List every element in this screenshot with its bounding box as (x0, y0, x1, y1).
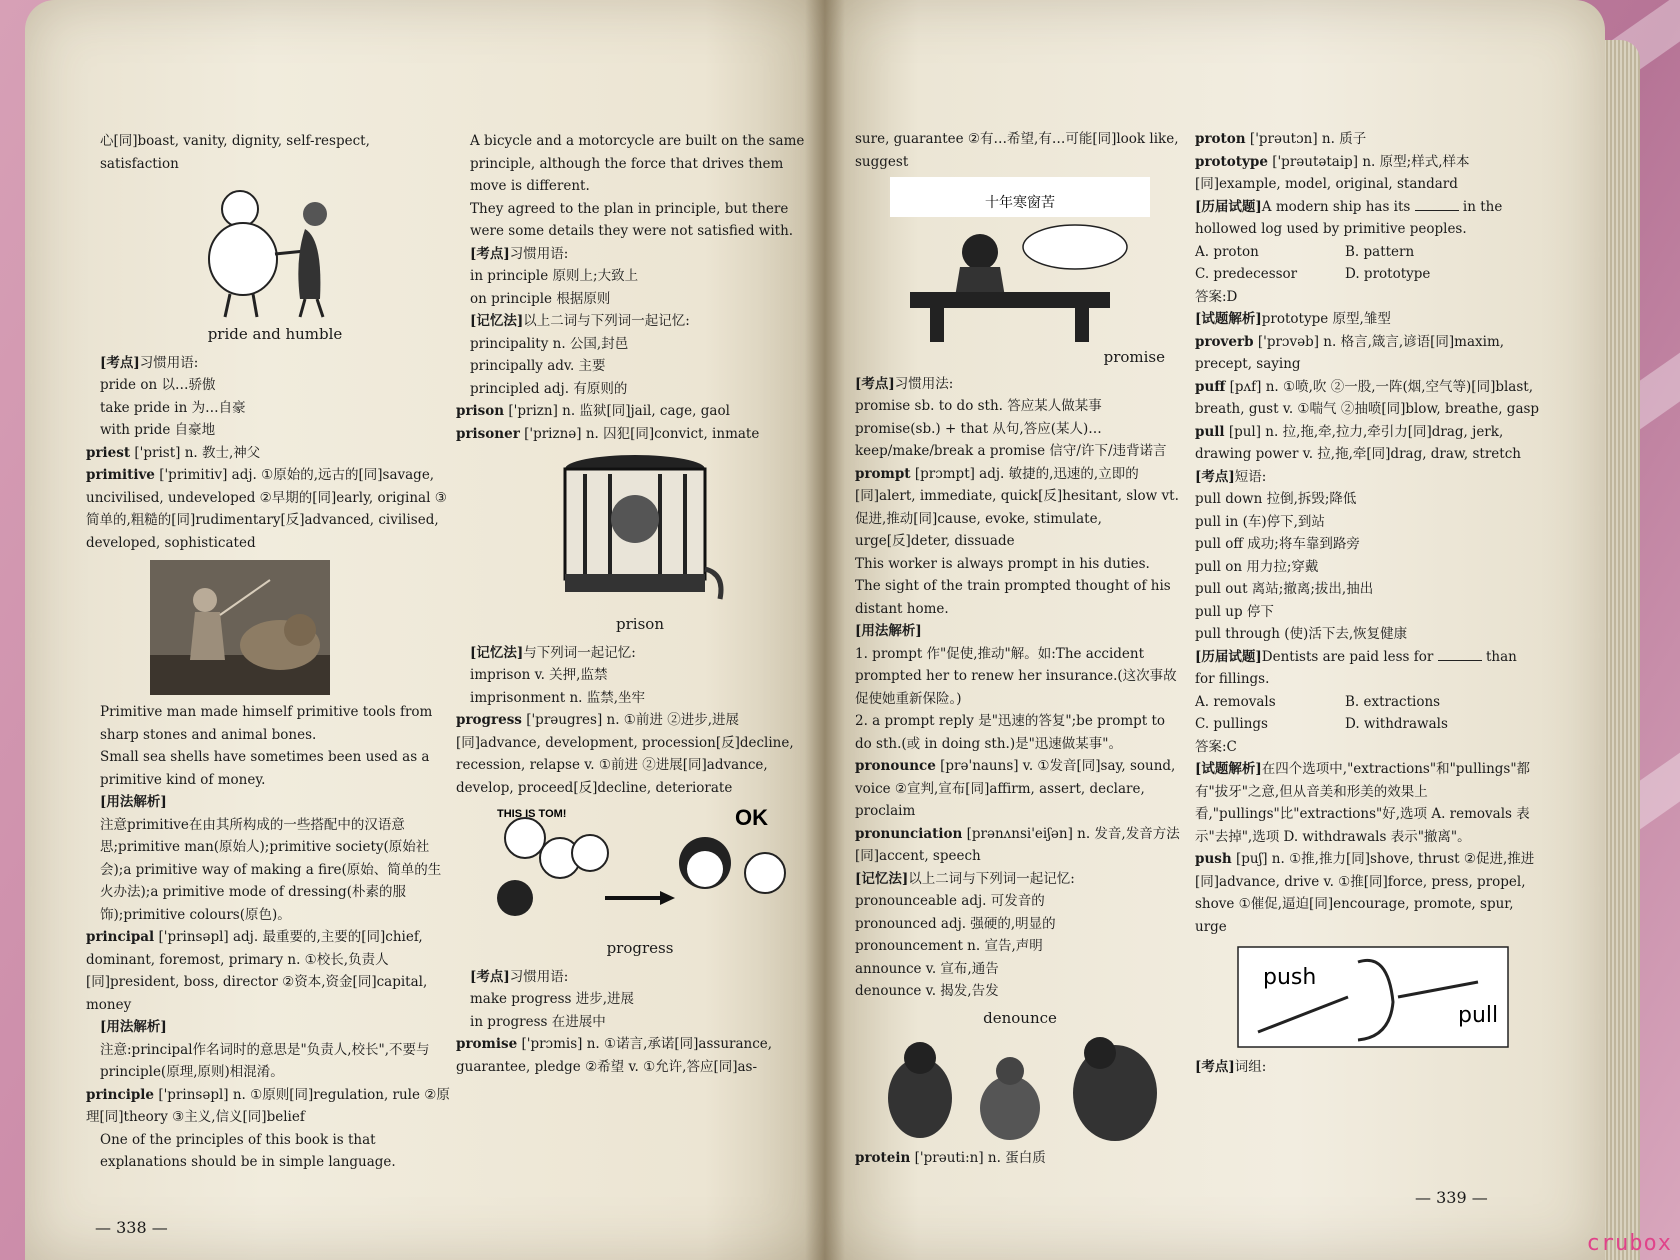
section-text: 词组: (1234, 1059, 1267, 1075)
section-text: 习惯用语: (139, 354, 199, 371)
exam-question: in the hollowed log used by primitive peoples. (1195, 198, 1503, 237)
memory-word: principality n. 公国,封邑 (470, 335, 629, 352)
figure-caption: prison (616, 615, 664, 633)
right-column-2 (1195, 128, 1540, 1079)
section-text: 以上二词与下列词一起记忆: (908, 870, 1075, 887)
section-tag: [考点] (470, 968, 510, 985)
illustration-label: push (1262, 965, 1316, 990)
cartoon-speech: OK (735, 805, 768, 830)
phrase-item: pull in (车)停下,到站 (1195, 513, 1325, 530)
phrase-item: pull on 用力拉;穿戴 (1195, 558, 1319, 575)
right-column-1 (855, 128, 1185, 1170)
cartoon-speech: THIS IS TOM! (497, 808, 567, 820)
primitive-man-photo (150, 560, 330, 695)
memory-word: pronounceable adj. 可发音的 (855, 893, 1045, 909)
phrase-item: promise sb. to do sth. 答应某人做某事 (855, 398, 1102, 414)
headword: prisoner (456, 425, 520, 442)
example-sentence: Primitive man made himself primitive tools from sharp stones and animal bones. (100, 704, 433, 743)
section-tag: [用法解析] (100, 1019, 167, 1035)
definition: [pʌf] n. ①喷,吹 ②一股,一阵(烟,空气等)[同]blast, breath, gust v. ①喘气 ②抽喷[同]blow, breathe, gasp (1195, 378, 1540, 417)
answer-option: C. predecessor (1195, 266, 1298, 282)
headword: pronounce (855, 758, 936, 774)
prison-illustration (550, 449, 730, 609)
section-tag: [考点] (855, 375, 895, 392)
phrase-item: on principle 根据原则 (470, 290, 611, 307)
headword: prompt (855, 465, 911, 482)
memory-word: imprisonment n. 监禁,坐牢 (470, 689, 646, 706)
phrase-item: pull out 离站;撤离;拔出,抽出 (1195, 581, 1374, 597)
headword: pull (1195, 423, 1225, 440)
answer-option: D. prototype (1345, 266, 1431, 282)
section-tag: [试题解析] (1195, 311, 1262, 327)
headword: prison (456, 403, 505, 419)
synonym-line: 心[同]boast, vanity, dignity, self-respect, satisfaction (100, 133, 370, 172)
answer-key: 答案:C (1195, 738, 1237, 755)
answer-blank (1438, 660, 1482, 661)
memory-word: announce v. 宣布,通告 (855, 960, 999, 977)
phrase-item: in progress 在进展中 (470, 1013, 606, 1030)
headword: push (1195, 851, 1232, 867)
headword: pronunciation (855, 825, 963, 842)
section-tag: [用法解析] (855, 623, 922, 639)
headword: promise (456, 1036, 518, 1052)
definition: ['priznə] n. 囚犯[同]convict, inmate (524, 425, 760, 442)
definition: ['prizn] n. 监狱[同]jail, cage, gaol (508, 403, 730, 419)
memory-word: pronounced adj. 强硬的,明显的 (855, 915, 1056, 932)
memory-word: imprison v. 关押,监禁 (470, 667, 608, 683)
definition: [prənʌnsi'eiʃən] n. 发音,发音方法[同]accent, speech (855, 825, 1180, 864)
definition: ['prəutətaip] n. 原型;样式,样本[同]example, model, original, standard (1195, 153, 1470, 192)
headword: principle (86, 1086, 155, 1103)
phrase-item: take pride in 为…自豪 (100, 399, 246, 416)
exam-question: than for fillings. (1195, 648, 1517, 687)
section-tag: [考点] (1195, 468, 1235, 485)
answer-blank (1415, 210, 1459, 211)
exam-question: A modern ship has its (1261, 198, 1411, 215)
explanation: 在四个选项中,"extractions"和"pullings"都有"拔牙"之意,但从音美和形美的效果上看,"pullings"比"extractions"好,选项 A. removals 表示"去掉",选项 D. withdrawals 表示"撤离"。 (1195, 761, 1531, 845)
page-number: — 338 — (95, 1218, 168, 1237)
definition: ['prəugres] n. ①前进 ②进步,进展[同]advance, development, procession[反]decline, recession, relapse v. ①前进 ②进展[同]advance, develop, proceed[反]decline, deteriorate (456, 712, 794, 796)
example-sentence: A bicycle and a motorcycle are built on the same principle, although the force that drives them move is different. (470, 133, 805, 194)
section-tag: [记忆法] (470, 313, 524, 329)
answer-option: C. pullings (1195, 716, 1268, 732)
illustration-label: pull (1457, 1003, 1498, 1028)
denounce-illustration (870, 1033, 1170, 1143)
book-gutter (805, 0, 845, 1260)
memory-word: pronouncement n. 宣告,声明 (855, 938, 1043, 954)
usage-note: 注意primitive在由其所构成的一些搭配中的汉语意思;primitive man(原始人);primitive society(原始社会);a primitive way of making a fire(原始、简单的生火办法);a primitive mode of dressing(朴素的服饰);primitive colours(原色)。 (100, 816, 442, 923)
progress-cartoon (485, 803, 795, 933)
headword: priest (86, 444, 131, 461)
definition: [prə'nauns] v. ①发音[同]say, sound, voice ②宣判,宣布[同]affirm, assert, declare, proclaim (855, 758, 1176, 819)
promise-illustration (890, 177, 1150, 342)
synonym-line: sure, guarantee ②有…希望,有…可能[同]look like, suggest (855, 131, 1179, 170)
headword: puff (1195, 378, 1226, 395)
example-sentence: One of the principles of this book is that explanations should be in simple language. (100, 1131, 396, 1170)
headword: proton (1195, 131, 1246, 147)
definition: ['prəutɔn] n. 质子 (1249, 131, 1367, 147)
example-sentence: This worker is always prompt in his duties. (855, 555, 1150, 572)
section-tag: [历届试题] (1195, 648, 1262, 665)
answer-option: D. withdrawals (1345, 716, 1448, 732)
headword: progress (456, 712, 522, 728)
phrase-item: pull off 成功;将车靠到路旁 (1195, 536, 1360, 552)
answer-option: B. pattern (1345, 243, 1415, 260)
definition: ['prəuti:n] n. 蛋白质 (914, 1150, 1046, 1166)
definition: ['prist] n. 教士,神父 (134, 444, 261, 461)
section-tag: [记忆法] (470, 644, 524, 661)
push-pull-illustration (1218, 942, 1518, 1052)
phrase-item: pull up 停下 (1195, 603, 1274, 620)
section-text: 短语: (1234, 468, 1267, 485)
answer-option: B. extractions (1345, 693, 1441, 710)
headword: primitive (86, 467, 155, 483)
phrase-item: with pride 自豪地 (100, 422, 216, 438)
section-tag: [考点] (1195, 1059, 1235, 1075)
definition: [puʃ] n. ①推,推力[同]shove, thrust ②促进,推进[同]advance, drive v. ①推[同]force, press, propel, shove ①催促,逼迫[同]encourage, promote, spur, urge (1195, 851, 1535, 935)
left-page (25, 0, 825, 1260)
figure-caption: denounce (983, 1008, 1057, 1027)
phrase-item: promise(sb.) + that 从句,答应(某人)… (855, 420, 1102, 437)
usage-note: 注意:principal作名词时的意思是"负责人,校长",不要与principle(原理,原则)相混淆。 (100, 1041, 430, 1080)
section-tag: [试题解析] (1195, 761, 1262, 777)
left-column-1 (86, 130, 450, 1174)
phrase-item: keep/make/break a promise 信守/许下/违背诺言 (855, 443, 1167, 459)
usage-note: 2. a prompt reply 是"迅速的答复";be prompt to do sth.(或 in doing sth.)是"迅速做某事"。 (855, 713, 1166, 752)
figure-caption: promise (1103, 348, 1165, 366)
definition: ['prɔmis] n. ①诺言,承诺[同]assurance, guarantee, pledge ②希望 v. ①允许,答应[同]as- (456, 1036, 773, 1075)
page-edges (1600, 40, 1640, 1260)
definition: ['prinsəpl] n. ①原则[同]regulation, rule ②原理[同]theory ③主义,信义[同]belief (86, 1086, 450, 1125)
definition: ['primitiv] adj. ①原始的,远古的[同]savage, uncivilised, undeveloped ②早期的[同]early, original ③简单的,粗糙的[同]rudimentary[反]advanced, civilised, developed, sophisticated (86, 467, 447, 551)
usage-note: 1. prompt 作"促使,推动"解。如:The accident prompted her to renew her insurance.(这次事故促使她重新保险。) (855, 645, 1177, 707)
watermark: crubox (1586, 1231, 1672, 1256)
section-text: 以上二词与下列词一起记忆: (523, 313, 690, 329)
phrase-item: pride on 以…骄傲 (100, 377, 216, 393)
example-sentence: They agreed to the plan in principle, but there were some details they were not satisfied with. (470, 200, 794, 239)
phrase-item: pull down 拉倒,拆毁;降低 (1195, 491, 1357, 507)
figure-caption: progress (606, 939, 674, 957)
figure-caption: pride and humble (207, 325, 343, 343)
answer-key: 答案:D (1195, 288, 1238, 305)
headword: prototype (1195, 153, 1268, 170)
exam-question: Dentists are paid less for (1261, 648, 1434, 665)
section-tag: [考点] (470, 245, 510, 262)
memory-word: denounce v. 揭发,告发 (855, 983, 999, 999)
section-tag: [历届试题] (1195, 198, 1262, 215)
section-text: 习惯用法: (894, 375, 954, 392)
definition: [pul] n. 拉,拖,牵,拉力,牵引力[同]drag, jerk, drawing power v. 拉,拖,牵[同]drag, draw, stretch (1195, 423, 1521, 462)
section-tag: [用法解析] (100, 794, 167, 810)
phrase-item: pull through (使)活下去,恢复健康 (1195, 626, 1408, 642)
section-tag: [考点] (100, 354, 140, 371)
section-text: 习惯用语: (509, 245, 569, 262)
section-text: 习惯用语: (509, 968, 569, 985)
definition: ['prɔvəb] n. 格言,箴言,谚语[同]maxim, precept, saying (1195, 333, 1505, 372)
section-text: 与下列词一起记忆: (523, 644, 636, 661)
page-number: — 339 — (1415, 1188, 1488, 1207)
section-tag: [记忆法] (855, 870, 909, 887)
example-sentence: The sight of the train prompted thought of his distant home. (855, 578, 1171, 617)
phrase-item: make progress 进步,进展 (470, 991, 635, 1007)
memory-word: principally adv. 主要 (470, 358, 606, 374)
memory-word: principled adj. 有原则的 (470, 380, 628, 397)
answer-option: A. proton (1195, 243, 1259, 260)
definition: [prɔmpt] adj. 敏捷的,迅速的,立即的[同]alert, immediate, quick[反]hesitant, slow vt. 促进,推动[同]cause, evoke, stimulate, urge[反]deter, dissuade (855, 465, 1179, 549)
explanation: prototype 原型,雏型 (1261, 311, 1391, 327)
pride-humble-illustration (195, 179, 355, 319)
headword: proverb (1195, 333, 1254, 350)
phrase-item: in principle 原则上;大致上 (470, 268, 639, 284)
example-sentence: Small sea shells have sometimes been used as a primitive kind of money. (100, 749, 430, 788)
answer-option: A. removals (1195, 693, 1276, 710)
right-page (825, 0, 1605, 1260)
definition: ['prinsəpl] adj. 最重要的,主要的[同]chief, dominant, foremost, primary n. ①校长,负责人[同]president, boss, director ②资本,资金[同]capital, money (86, 929, 428, 1013)
headword: protein (855, 1150, 911, 1166)
headword: principal (86, 929, 155, 945)
illustration-banner: 十年寒窗苦 (985, 195, 1055, 211)
left-column-2 (456, 130, 810, 1078)
